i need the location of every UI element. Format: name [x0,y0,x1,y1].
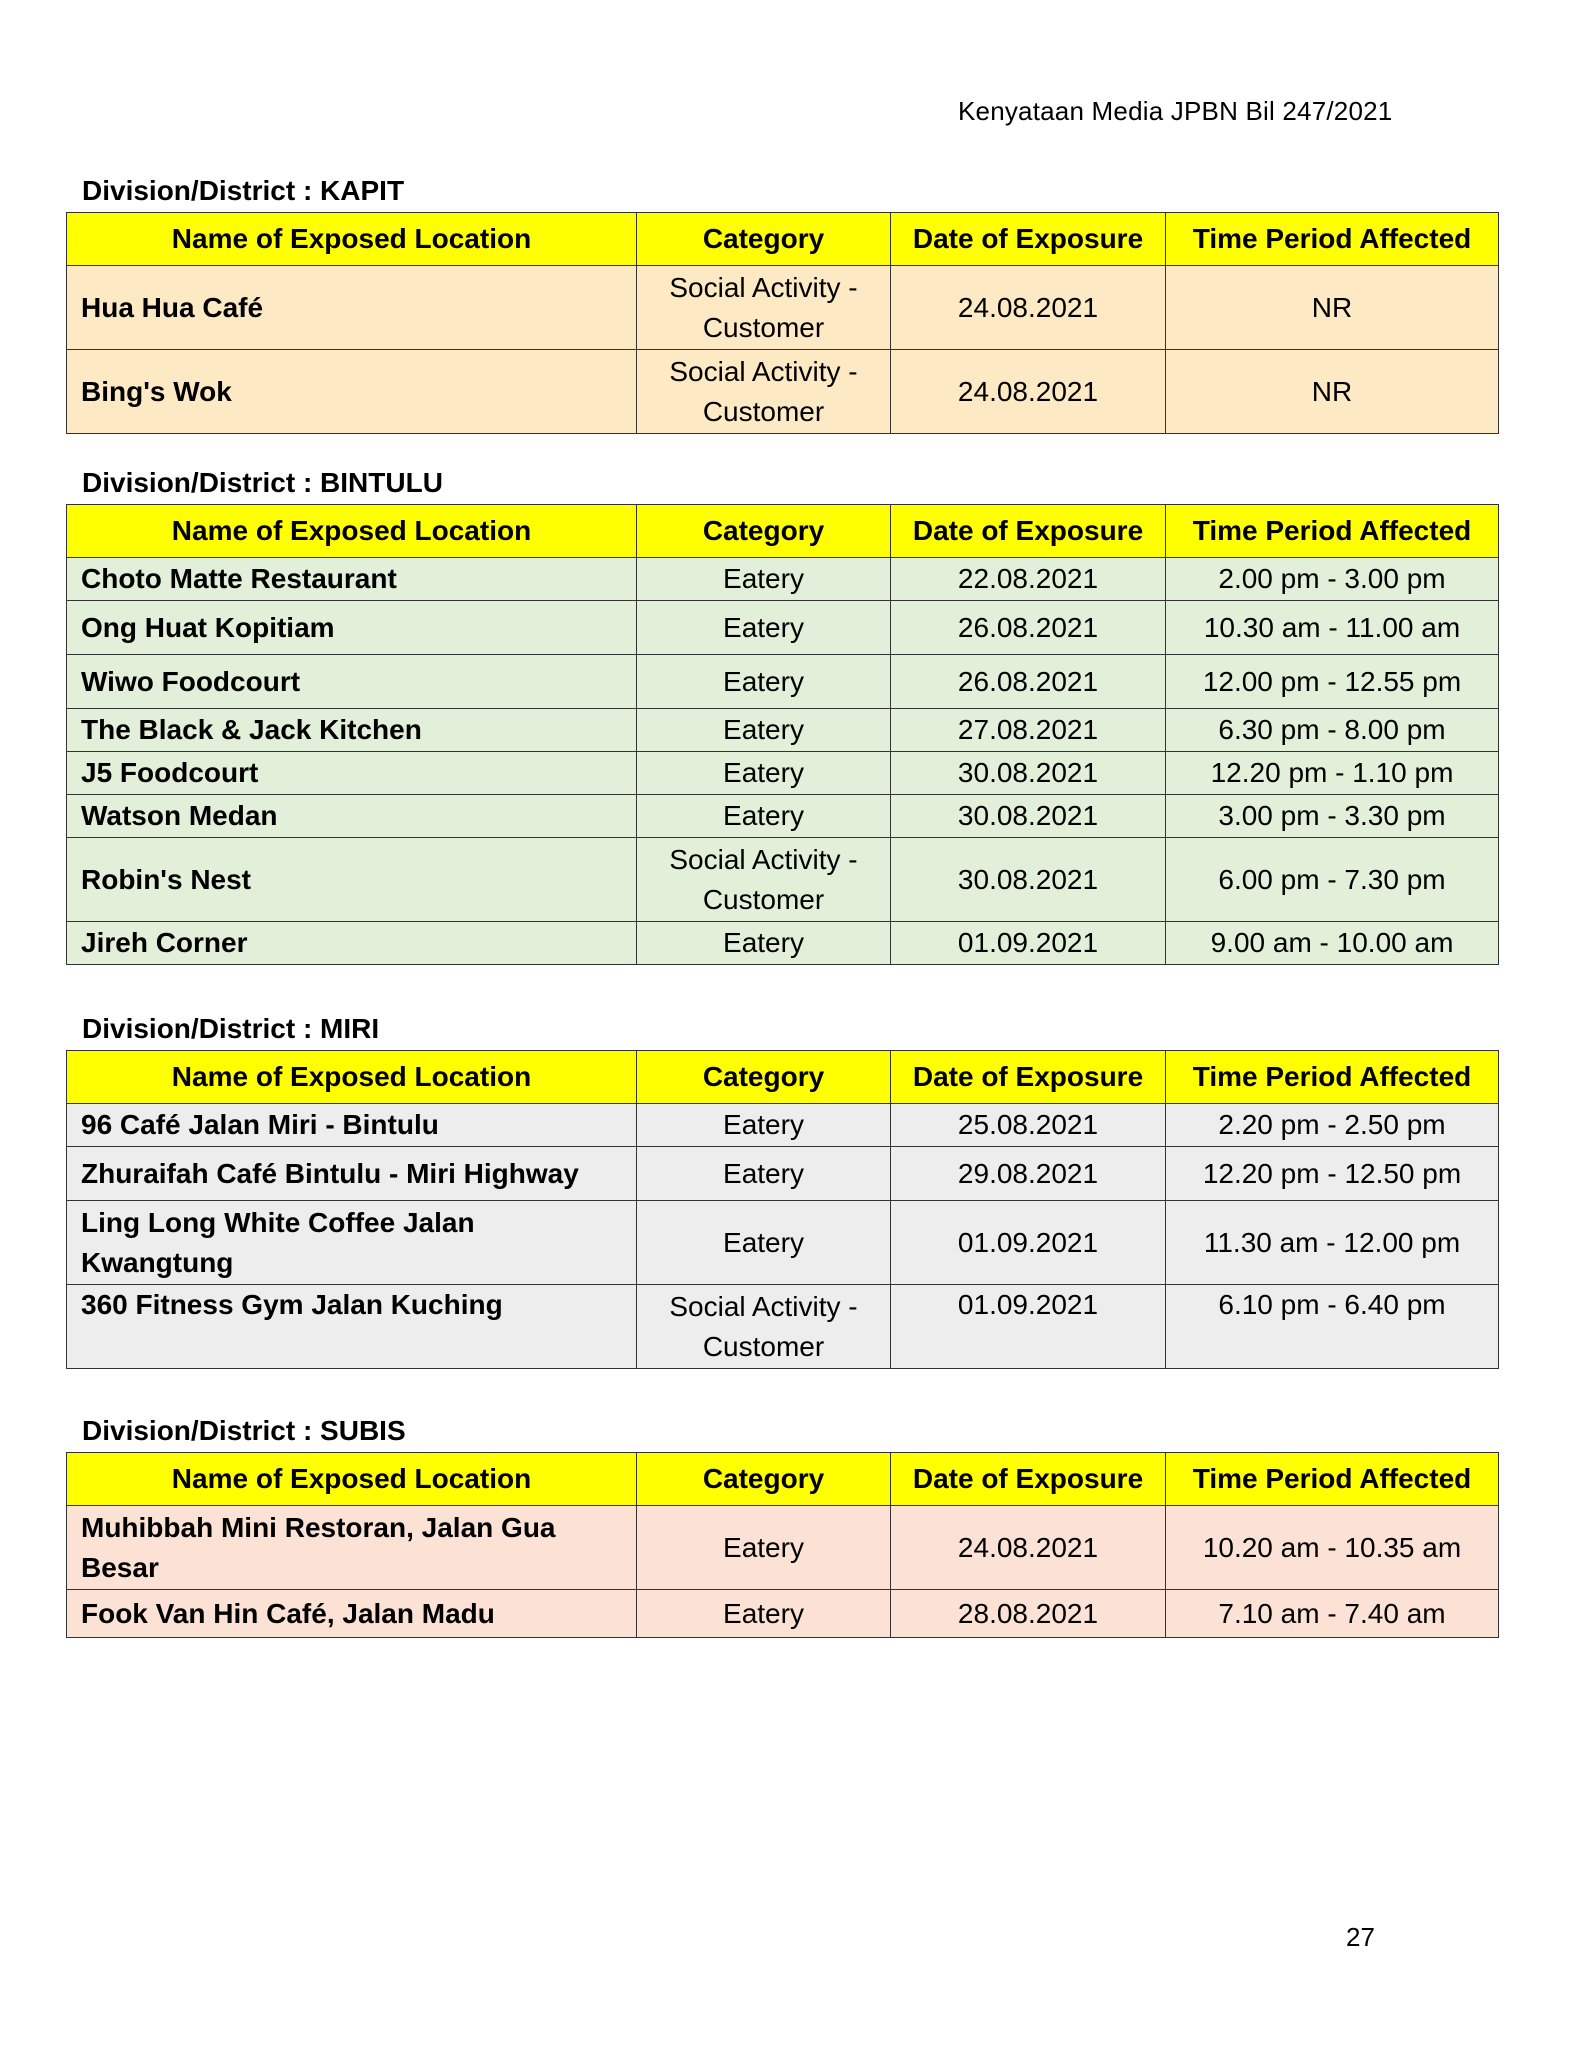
column-header-category: Category [637,213,891,266]
column-header-location: Name of Exposed Location [67,1453,637,1506]
time-cell: 10.30 am - 11.00 am [1166,601,1499,655]
time-cell: 9.00 am - 10.00 am [1166,922,1499,965]
category-cell: Eatery [637,1506,891,1590]
column-header-category: Category [637,505,891,558]
section-subis [66,1410,1498,1638]
table-header-row [67,213,1499,266]
time-cell: 12.20 pm - 1.10 pm [1166,752,1499,795]
category-cell: Eatery [637,752,891,795]
date-cell: 24.08.2021 [891,350,1166,434]
location-cell: Zhuraifah Café Bintulu - Miri Highway [67,1147,637,1201]
date-cell: 26.08.2021 [891,655,1166,709]
column-header-category: Category [637,1453,891,1506]
category-cell: Social Activity - Customer [637,350,891,434]
page-header: Kenyataan Media JPBN Bil 247/2021 [958,96,1393,126]
table-row [67,601,1499,655]
column-header-time: Time Period Affected [1166,213,1499,266]
category-cell: Eatery [637,922,891,965]
column-header-location: Name of Exposed Location [67,1051,637,1104]
table-row [67,795,1499,838]
page-number: 27 [1346,1922,1375,1952]
category-cell: Eatery [637,655,891,709]
date-cell: 22.08.2021 [891,558,1166,601]
category-cell: Eatery [637,558,891,601]
column-header-date: Date of Exposure [891,1453,1166,1506]
category-cell: Eatery [637,1590,891,1638]
location-cell: Wiwo Foodcourt [67,655,637,709]
table-row [67,752,1499,795]
location-cell: Robin's Nest [67,838,637,922]
table-row [67,558,1499,601]
column-header-location: Name of Exposed Location [67,213,637,266]
date-cell: 01.09.2021 [891,1285,1166,1369]
time-cell: 6.10 pm - 6.40 pm [1166,1285,1499,1369]
time-cell: 12.00 pm - 12.55 pm [1166,655,1499,709]
exposure-table [66,1050,1499,1369]
category-cell: Social Activity - Customer [637,1285,891,1369]
date-cell: 30.08.2021 [891,838,1166,922]
category-cell: Eatery [637,795,891,838]
location-cell: J5 Foodcourt [67,752,637,795]
location-cell: Fook Van Hin Café, Jalan Madu [67,1590,637,1638]
column-header-date: Date of Exposure [891,1051,1166,1104]
table-header-row [67,1453,1499,1506]
table-row [67,266,1499,350]
table-row [67,709,1499,752]
date-cell: 01.09.2021 [891,922,1166,965]
table-row [67,350,1499,434]
location-cell: The Black & Jack Kitchen [67,709,637,752]
time-cell: 7.10 am - 7.40 am [1166,1590,1499,1638]
location-cell: Ling Long White Coffee Jalan Kwangtung [67,1201,637,1285]
location-cell: Watson Medan [67,795,637,838]
time-cell: 2.00 pm - 3.00 pm [1166,558,1499,601]
time-cell: 11.30 am - 12.00 pm [1166,1201,1499,1285]
date-cell: 30.08.2021 [891,752,1166,795]
table-row [67,1590,1499,1638]
category-cell: Eatery [637,709,891,752]
location-cell: Jireh Corner [67,922,637,965]
column-header-category: Category [637,1051,891,1104]
table-header-row [67,505,1499,558]
category-cell: Eatery [637,1201,891,1285]
time-cell: 12.20 pm - 12.50 pm [1166,1147,1499,1201]
section-bintulu [66,462,1498,965]
category-cell: Eatery [637,1104,891,1147]
location-cell: Choto Matte Restaurant [67,558,637,601]
section-title: Division/District : SUBIS [82,1415,406,1446]
date-cell: 24.08.2021 [891,266,1166,350]
column-header-date: Date of Exposure [891,213,1166,266]
date-cell: 25.08.2021 [891,1104,1166,1147]
section-title: Division/District : BINTULU [82,467,443,498]
table-row [67,1285,1499,1369]
table-row [67,1147,1499,1201]
date-cell: 30.08.2021 [891,795,1166,838]
section-miri [66,1008,1498,1369]
table-row [67,922,1499,965]
table-row [67,655,1499,709]
location-cell: 360 Fitness Gym Jalan Kuching [67,1285,637,1369]
date-cell: 24.08.2021 [891,1506,1166,1590]
date-cell: 26.08.2021 [891,601,1166,655]
column-header-location: Name of Exposed Location [67,505,637,558]
location-cell: Bing's Wok [67,350,637,434]
section-kapit [66,170,1498,434]
category-cell: Social Activity - Customer [637,838,891,922]
time-cell: NR [1166,350,1499,434]
column-header-date: Date of Exposure [891,505,1166,558]
date-cell: 28.08.2021 [891,1590,1166,1638]
exposure-table [66,212,1499,434]
location-cell: Ong Huat Kopitiam [67,601,637,655]
column-header-time: Time Period Affected [1166,505,1499,558]
time-cell: 3.00 pm - 3.30 pm [1166,795,1499,838]
exposure-table [66,1452,1499,1638]
date-cell: 27.08.2021 [891,709,1166,752]
section-title: Division/District : KAPIT [82,175,405,206]
location-cell: Hua Hua Café [67,266,637,350]
exposure-table [66,504,1499,965]
time-cell: 6.30 pm - 8.00 pm [1166,709,1499,752]
table-row [67,838,1499,922]
time-cell: 6.00 pm - 7.30 pm [1166,838,1499,922]
table-row [67,1104,1499,1147]
date-cell: 29.08.2021 [891,1147,1166,1201]
table-header-row [67,1051,1499,1104]
category-cell: Eatery [637,601,891,655]
column-header-time: Time Period Affected [1166,1051,1499,1104]
table-row [67,1506,1499,1590]
category-cell: Eatery [637,1147,891,1201]
date-cell: 01.09.2021 [891,1201,1166,1285]
time-cell: 2.20 pm - 2.50 pm [1166,1104,1499,1147]
category-cell: Social Activity - Customer [637,266,891,350]
table-row [67,1201,1499,1285]
time-cell: NR [1166,266,1499,350]
section-title: Division/District : MIRI [82,1013,380,1044]
time-cell: 10.20 am - 10.35 am [1166,1506,1499,1590]
location-cell: 96 Café Jalan Miri - Bintulu [67,1104,637,1147]
location-cell: Muhibbah Mini Restoran, Jalan Gua Besar [67,1506,637,1590]
column-header-time: Time Period Affected [1166,1453,1499,1506]
